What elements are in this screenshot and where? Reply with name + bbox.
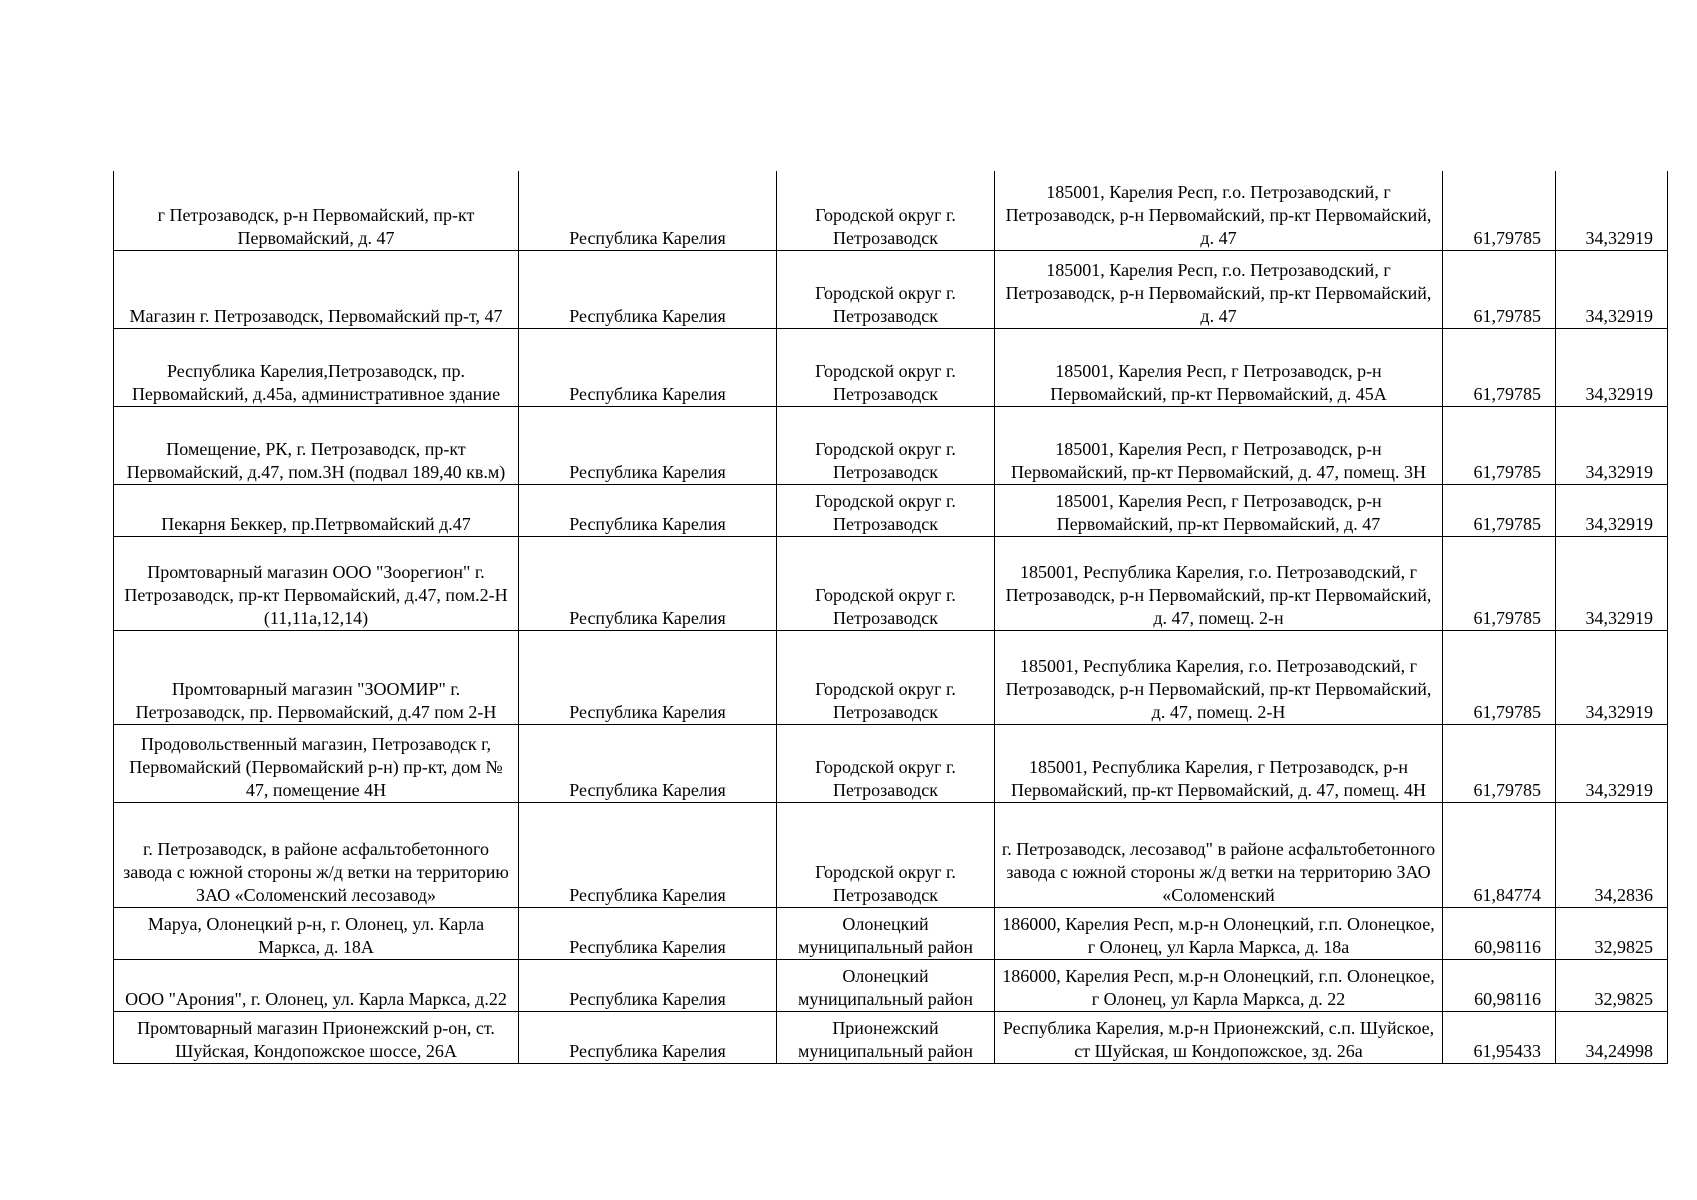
latitude-cell: 61,84774 xyxy=(1443,802,1556,907)
longitude-cell: 34,32919 xyxy=(1556,328,1668,406)
table-body xyxy=(114,171,1668,1063)
latitude-cell: 61,79785 xyxy=(1443,484,1556,536)
municipality-cell: Городской округ г. Петрозаводск xyxy=(777,536,995,630)
place-name-cell: Продовольственный магазин, Петрозаводск г, Первомайский (Первомайский р-н) пр-кт, дом № 47, помещение 4Н xyxy=(114,724,519,802)
municipality-cell: Олонецкий муниципальный район xyxy=(777,959,995,1011)
place-name-cell: Промтоварный магазин ООО "Зоорегион" г. Петрозаводск, пр-кт Первомайский, д.47, пом.2-Н (11,11а,12,14) xyxy=(114,536,519,630)
table-row xyxy=(114,959,1668,1011)
table-row xyxy=(114,328,1668,406)
table-row xyxy=(114,802,1668,907)
latitude-cell: 61,79785 xyxy=(1443,630,1556,724)
address-cell: 185001, Карелия Респ, г.о. Петрозаводский, г Петрозаводск, р-н Первомайский, пр-кт Первомайский, д. 47 xyxy=(995,250,1443,328)
address-cell: 186000, Карелия Респ, м.р-н Олонецкий, г.п. Олонецкое, г Олонец, ул Карла Маркса, д. 18а xyxy=(995,907,1443,959)
table-row xyxy=(114,171,1668,250)
region-cell: Республика Карелия xyxy=(519,250,777,328)
region-cell: Республика Карелия xyxy=(519,328,777,406)
municipality-cell: Городской округ г. Петрозаводск xyxy=(777,406,995,484)
address-cell: 185001, Карелия Респ, г Петрозаводск, р-н Первомайский, пр-кт Первомайский, д. 45А xyxy=(995,328,1443,406)
region-cell: Республика Карелия xyxy=(519,536,777,630)
municipality-cell: Городской округ г. Петрозаводск xyxy=(777,630,995,724)
municipality-cell: Городской округ г. Петрозаводск xyxy=(777,328,995,406)
region-cell: Республика Карелия xyxy=(519,1011,777,1063)
region-cell: Республика Карелия xyxy=(519,171,777,250)
address-cell: 185001, Республика Карелия, г.о. Петрозаводский, г Петрозаводск, р-н Первомайский, пр-кт Первомайский, д. 47, помещ. 2-н xyxy=(995,536,1443,630)
latitude-cell: 61,95433 xyxy=(1443,1011,1556,1063)
longitude-cell: 34,32919 xyxy=(1556,171,1668,250)
address-cell: 185001, Республика Карелия, г Петрозаводск, р-н Первомайский, пр-кт Первомайский, д. 47, помещ. 4Н xyxy=(995,724,1443,802)
latitude-cell: 61,79785 xyxy=(1443,724,1556,802)
longitude-cell: 34,32919 xyxy=(1556,724,1668,802)
region-cell: Республика Карелия xyxy=(519,406,777,484)
table-row xyxy=(114,536,1668,630)
municipality-cell: Городской округ г. Петрозаводск xyxy=(777,484,995,536)
municipality-cell: Городской округ г. Петрозаводск xyxy=(777,171,995,250)
latitude-cell: 60,98116 xyxy=(1443,907,1556,959)
place-name-cell: Пекарня Беккер, пр.Петрвомайский д.47 xyxy=(114,484,519,536)
address-cell: 185001, Карелия Респ, г Петрозаводск, р-н Первомайский, пр-кт Первомайский, д. 47 xyxy=(995,484,1443,536)
longitude-cell: 34,32919 xyxy=(1556,630,1668,724)
table-row xyxy=(114,724,1668,802)
region-cell: Республика Карелия xyxy=(519,802,777,907)
municipality-cell: Городской округ г. Петрозаводск xyxy=(777,802,995,907)
address-cell: 186000, Карелия Респ, м.р-н Олонецкий, г.п. Олонецкое, г Олонец, ул Карла Маркса, д. 22 xyxy=(995,959,1443,1011)
place-name-cell: г Петрозаводск, р-н Первомайский, пр-кт Первомайский, д. 47 xyxy=(114,171,519,250)
latitude-cell: 61,79785 xyxy=(1443,406,1556,484)
longitude-cell: 34,32919 xyxy=(1556,484,1668,536)
place-name-cell: г. Петрозаводск, в районе асфальтобетонного завода с южной стороны ж/д ветки на территорию ЗАО «Соломенский лесозавод» xyxy=(114,802,519,907)
address-cell: г. Петрозаводск, лесозавод" в районе асфальтобетонного завода с южной стороны ж/д ветки на территорию ЗАО «Соломенский xyxy=(995,802,1443,907)
longitude-cell: 34,32919 xyxy=(1556,536,1668,630)
municipality-cell: Городской округ г. Петрозаводск xyxy=(777,250,995,328)
latitude-cell: 61,79785 xyxy=(1443,536,1556,630)
longitude-cell: 34,32919 xyxy=(1556,250,1668,328)
longitude-cell: 32,9825 xyxy=(1556,959,1668,1011)
address-cell: 185001, Карелия Респ, г.о. Петрозаводский, г Петрозаводск, р-н Первомайский, пр-кт Первомайский, д. 47 xyxy=(995,171,1443,250)
municipality-cell: Прионежский муниципальный район xyxy=(777,1011,995,1063)
place-name-cell: Республика Карелия,Петрозаводск, пр. Первомайский, д.45а, административное здание xyxy=(114,328,519,406)
latitude-cell: 61,79785 xyxy=(1443,171,1556,250)
place-name-cell: Промтоварный магазин "ЗООМИР" г. Петрозаводск, пр. Первомайский, д.47 пом 2-Н xyxy=(114,630,519,724)
region-cell: Республика Карелия xyxy=(519,907,777,959)
table-row xyxy=(114,484,1668,536)
region-cell: Республика Карелия xyxy=(519,484,777,536)
address-cell: 185001, Республика Карелия, г.о. Петрозаводский, г Петрозаводск, р-н Первомайский, пр-кт Первомайский, д. 47, помещ. 2-Н xyxy=(995,630,1443,724)
place-name-cell: ООО "Арония", г. Олонец, ул. Карла Маркса, д.22 xyxy=(114,959,519,1011)
table-row xyxy=(114,907,1668,959)
longitude-cell: 32,9825 xyxy=(1556,907,1668,959)
region-cell: Республика Карелия xyxy=(519,959,777,1011)
table-row xyxy=(114,1011,1668,1063)
longitude-cell: 34,24998 xyxy=(1556,1011,1668,1063)
table-row xyxy=(114,630,1668,724)
region-cell: Республика Карелия xyxy=(519,724,777,802)
latitude-cell: 61,79785 xyxy=(1443,250,1556,328)
table-row xyxy=(114,250,1668,328)
addresses-table xyxy=(113,171,1668,1064)
place-name-cell: Магазин г. Петрозаводск, Первомайский пр-т, 47 xyxy=(114,250,519,328)
longitude-cell: 34,2836 xyxy=(1556,802,1668,907)
municipality-cell: Олонецкий муниципальный район xyxy=(777,907,995,959)
place-name-cell: Помещение, РК, г. Петрозаводск, пр-кт Первомайский, д.47, пом.3Н (подвал 189,40 кв.м) xyxy=(114,406,519,484)
municipality-cell: Городской округ г. Петрозаводск xyxy=(777,724,995,802)
address-cell: Республика Карелия, м.р-н Прионежский, с.п. Шуйское, ст Шуйская, ш Кондопожское, зд. 26а xyxy=(995,1011,1443,1063)
address-cell: 185001, Карелия Респ, г Петрозаводск, р-н Первомайский, пр-кт Первомайский, д. 47, помещ. 3Н xyxy=(995,406,1443,484)
table-row xyxy=(114,406,1668,484)
place-name-cell: Маруа, Олонецкий р-н, г. Олонец, ул. Карла Маркса, д. 18А xyxy=(114,907,519,959)
longitude-cell: 34,32919 xyxy=(1556,406,1668,484)
region-cell: Республика Карелия xyxy=(519,630,777,724)
latitude-cell: 60,98116 xyxy=(1443,959,1556,1011)
place-name-cell: Промтоварный магазин Прионежский р-он, ст. Шуйская, Кондопожское шоссе, 26А xyxy=(114,1011,519,1063)
latitude-cell: 61,79785 xyxy=(1443,328,1556,406)
